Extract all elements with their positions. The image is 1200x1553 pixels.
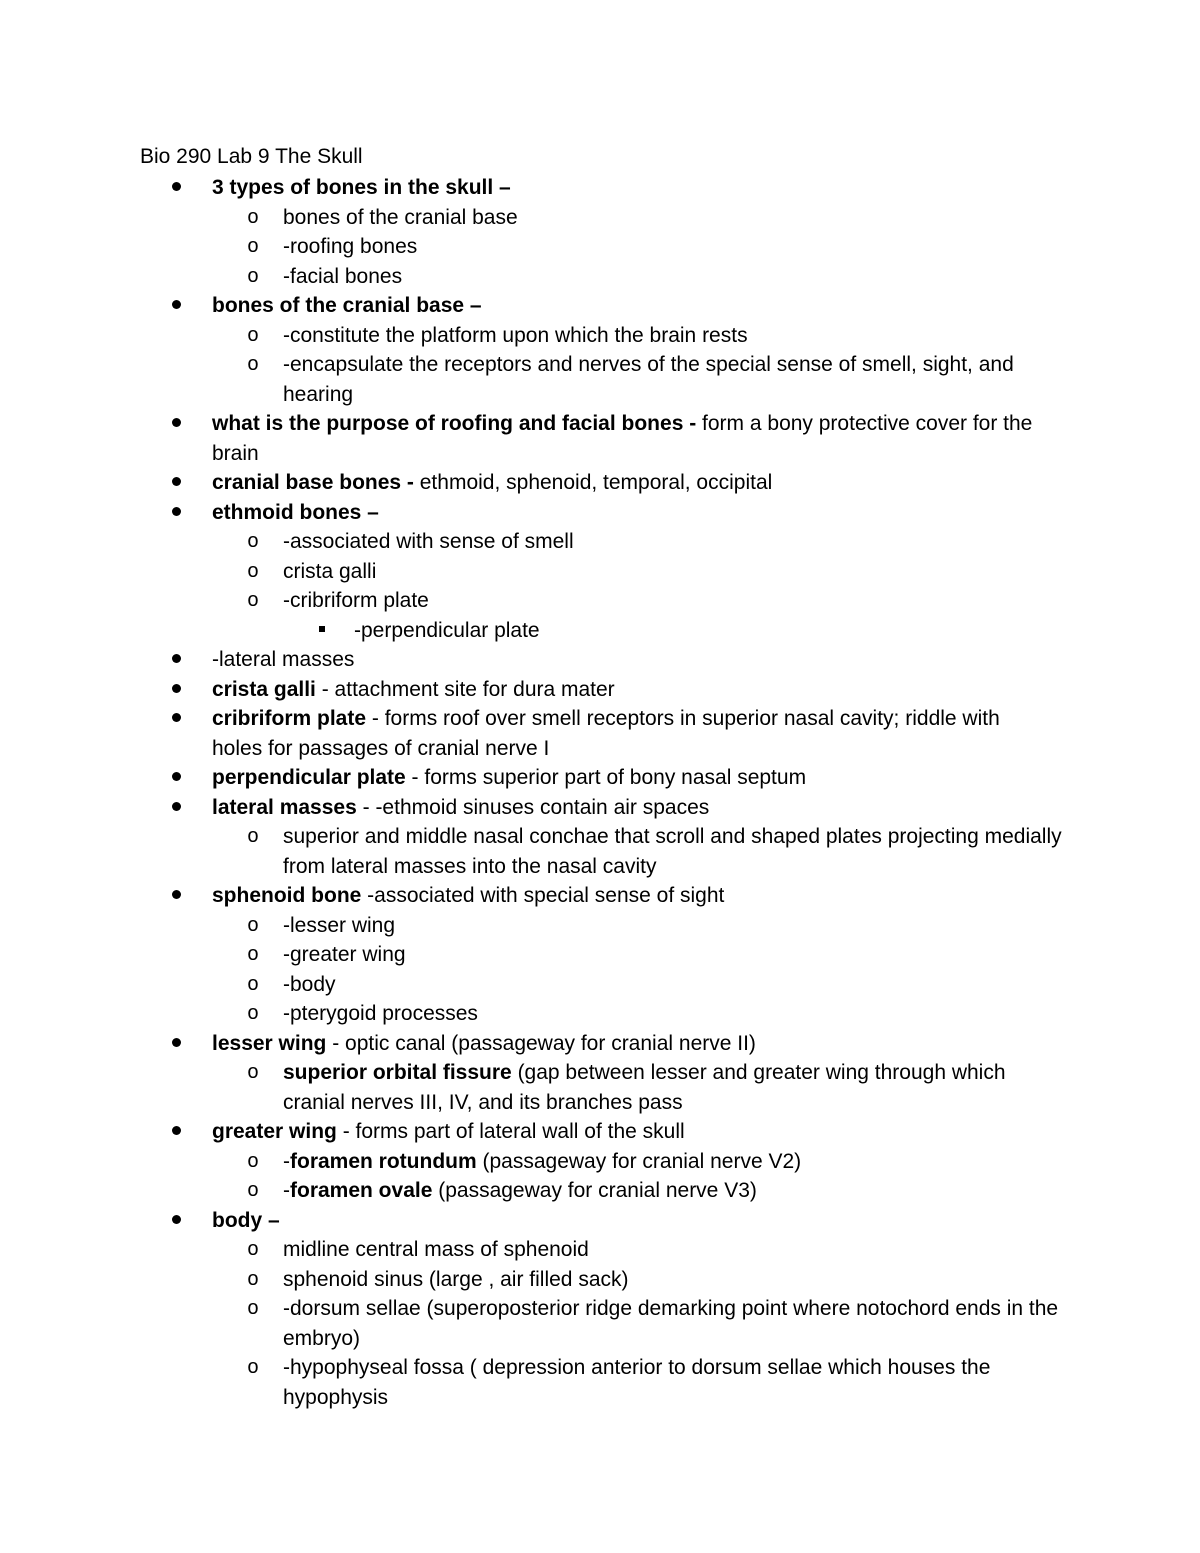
item-text: superior and middle nasal conchae that scroll and shaped plates projecting medially from lateral masses into the nasal cavity [283,825,1062,878]
list-item [247,203,1063,233]
list-item [247,262,1063,292]
item-text: midline central mass of sphenoid [283,1238,589,1261]
item-text: -pterygoid processes [283,1002,478,1025]
list-item [212,173,1052,203]
item-text: -facial bones [283,264,403,288]
item-text: - optic canal (passageway for cranial nerve II) [326,1031,756,1055]
list-item [247,232,1063,262]
ring-bullet-icon [247,586,259,617]
item-term: cribriform plate [212,707,367,730]
ring-bullet-label: o [247,914,260,938]
item-term: what is the purpose of roofing and facial bones - [212,412,697,435]
list-item [247,911,1063,941]
disc-bullet-icon [172,645,186,675]
disc-bullet-icon [172,763,186,793]
item-text: (passageway for cranial nerve V3) [432,1179,757,1202]
list-item [247,1058,1063,1117]
disc-bullet-icon [172,468,186,498]
list-item [212,704,1052,763]
disc-icon [172,1126,181,1135]
disc-icon [172,182,181,191]
list-item [212,645,1052,675]
list-item [354,616,1054,646]
item-text: - attachment site for dura mater [315,677,615,701]
disc-icon [172,1215,181,1224]
ring-bullet-label: o [247,973,260,997]
item-text: - forms superior part of bony nasal septum [405,766,807,789]
item-text: (gap between lesser and greater wing through which cranial nerves III, IV, and its branches pass [283,1061,1006,1114]
item-term: 3 types of bones in the skull – [212,176,511,199]
list-item [247,1235,1063,1265]
disc-icon [172,684,181,693]
list-item [247,350,1063,409]
ring-bullet-label: o [247,1180,260,1203]
ring-bullet-icon [247,1235,259,1266]
ring-bullet-icon [247,527,259,558]
ring-bullet-label: o [247,1003,260,1026]
item-text: crista galli [283,559,377,583]
item-term: lateral masses [212,795,357,819]
item-text: -body [283,972,336,996]
ring-bullet-label: o [247,1239,260,1262]
ring-bullet-label: o [247,590,260,613]
ring-bullet-icon [247,1353,259,1384]
ring-bullet-label: o [247,265,260,289]
item-text: -roofing bones [283,235,418,258]
ring-bullet-label: o [247,1150,260,1174]
disc-icon [172,772,181,781]
item-term: cranial base bones - [212,471,414,494]
item-text: -dorsum sellae (superoposterior ridge demarking point where notochord ends in the embryo) [283,1297,1059,1350]
item-text: sphenoid sinus (large , air filled sack) [283,1267,629,1291]
item-text: ethmoid, sphenoid, temporal, occipital [413,471,773,494]
list-item [247,1265,1063,1295]
list-item [212,291,1052,321]
ring-bullet-icon [247,970,259,1001]
list-item [247,1147,1063,1177]
item-term: foramen rotundum [290,1149,477,1173]
disc-icon [172,713,181,722]
item-text: -hypophyseal fossa ( depression anterior to dorsum sellae which houses the hypophysis [283,1356,991,1409]
square-icon [319,626,325,632]
list-item [212,881,1052,911]
item-text: -perpendicular plate [354,618,540,642]
ring-bullet-icon [247,203,259,234]
ring-bullet-label: o [247,1062,260,1085]
disc-bullet-icon [172,1117,186,1147]
disc-bullet-icon [172,409,186,439]
disc-icon [172,418,181,427]
notes-list [0,173,1200,1412]
ring-bullet-label: o [247,560,260,584]
ring-bullet-label: o [247,236,260,259]
item-term: body – [212,1208,280,1232]
item-text: - forms part of lateral wall of the skull [336,1120,685,1143]
ring-bullet-label: o [247,324,260,348]
item-text: (passageway for cranial nerve V2) [476,1149,802,1173]
ring-bullet-icon [247,1058,259,1089]
ring-bullet-label: o [247,826,260,849]
list-item [212,675,1052,705]
ring-bullet-label: o [247,1268,260,1292]
item-text: -lesser wing [283,913,396,937]
item-text: - forms roof over smell receptors in superior nasal cavity; riddle with holes for passages of cranial nerve I [212,707,1000,760]
ring-bullet-label: o [247,1357,260,1380]
list-item [247,1353,1063,1412]
list-item [247,586,1063,616]
ring-bullet-icon [247,350,259,381]
list-item [247,999,1063,1029]
item-term: sphenoid bone [212,884,362,907]
disc-icon [172,890,181,899]
ring-bullet-icon [247,557,259,588]
item-prefix: - [283,1179,290,1202]
list-item [247,970,1063,1000]
list-item [247,321,1063,351]
disc-icon [172,507,181,516]
list-item [212,1117,1052,1147]
ring-bullet-label: o [247,1298,260,1321]
square-bullet-icon [319,616,325,646]
list-item [212,793,1052,823]
disc-bullet-icon [172,173,186,203]
list-item [212,468,1052,498]
list-item [212,763,1052,793]
ring-bullet-icon [247,822,259,853]
item-text: -greater wing [283,943,406,966]
item-term: superior orbital fissure [283,1061,512,1084]
item-text: form a bony protective cover for the brain [212,412,1033,465]
list-item [247,1176,1063,1206]
ring-bullet-icon [247,1265,259,1296]
list-item [212,498,1052,528]
ring-bullet-label: o [247,531,260,554]
disc-bullet-icon [172,1029,186,1059]
disc-icon [172,802,181,811]
list-item [247,940,1063,970]
list-item [212,1029,1052,1059]
disc-bullet-icon [172,1206,186,1236]
ring-bullet-icon [247,232,259,263]
disc-bullet-icon [172,498,186,528]
item-text: - -ethmoid sinuses contain air spaces [356,795,710,819]
ring-bullet-icon [247,1147,259,1178]
list-item [247,527,1063,557]
ring-bullet-icon [247,911,259,942]
ring-bullet-icon [247,1294,259,1325]
item-term: bones of the cranial base – [212,294,482,317]
disc-icon [172,654,181,663]
list-item [247,557,1063,587]
item-term: greater wing [212,1120,337,1143]
item-text: -constitute the platform upon which the brain rests [283,323,748,347]
item-text: -encapsulate the receptors and nerves of the special sense of smell, sight, and hearing [283,353,1014,406]
disc-bullet-icon [172,675,186,705]
list-item [212,409,1052,468]
item-text: -associated with sense of smell [283,530,574,553]
item-term: lesser wing [212,1031,327,1055]
list-item [247,1294,1063,1353]
disc-bullet-icon [172,291,186,321]
ring-bullet-icon [247,262,259,293]
ring-bullet-icon [247,321,259,352]
disc-bullet-icon [172,704,186,734]
list-item [247,822,1063,881]
ring-bullet-icon [247,940,259,971]
disc-icon [172,1038,181,1047]
ring-bullet-label: o [247,206,260,230]
item-term: crista galli [212,677,316,701]
item-text: -cribriform plate [283,589,429,612]
ring-bullet-label: o [247,944,260,967]
item-text: -associated with special sense of sight [361,884,725,907]
item-prefix: - [283,1149,290,1173]
page-title: Bio 290 Lab 9 The Skull [140,145,363,168]
disc-icon [172,477,181,486]
item-term: ethmoid bones – [212,500,379,524]
item-term: foramen ovale [290,1179,433,1202]
disc-bullet-icon [172,881,186,911]
ring-bullet-label: o [247,354,260,377]
ring-bullet-icon [247,999,259,1030]
disc-icon [172,300,181,309]
list-item [212,1206,1052,1236]
ring-bullet-icon [247,1176,259,1207]
item-term: perpendicular plate [212,766,406,789]
item-text: -lateral masses [212,648,355,671]
item-text: bones of the cranial base [283,205,518,229]
disc-bullet-icon [172,793,186,823]
